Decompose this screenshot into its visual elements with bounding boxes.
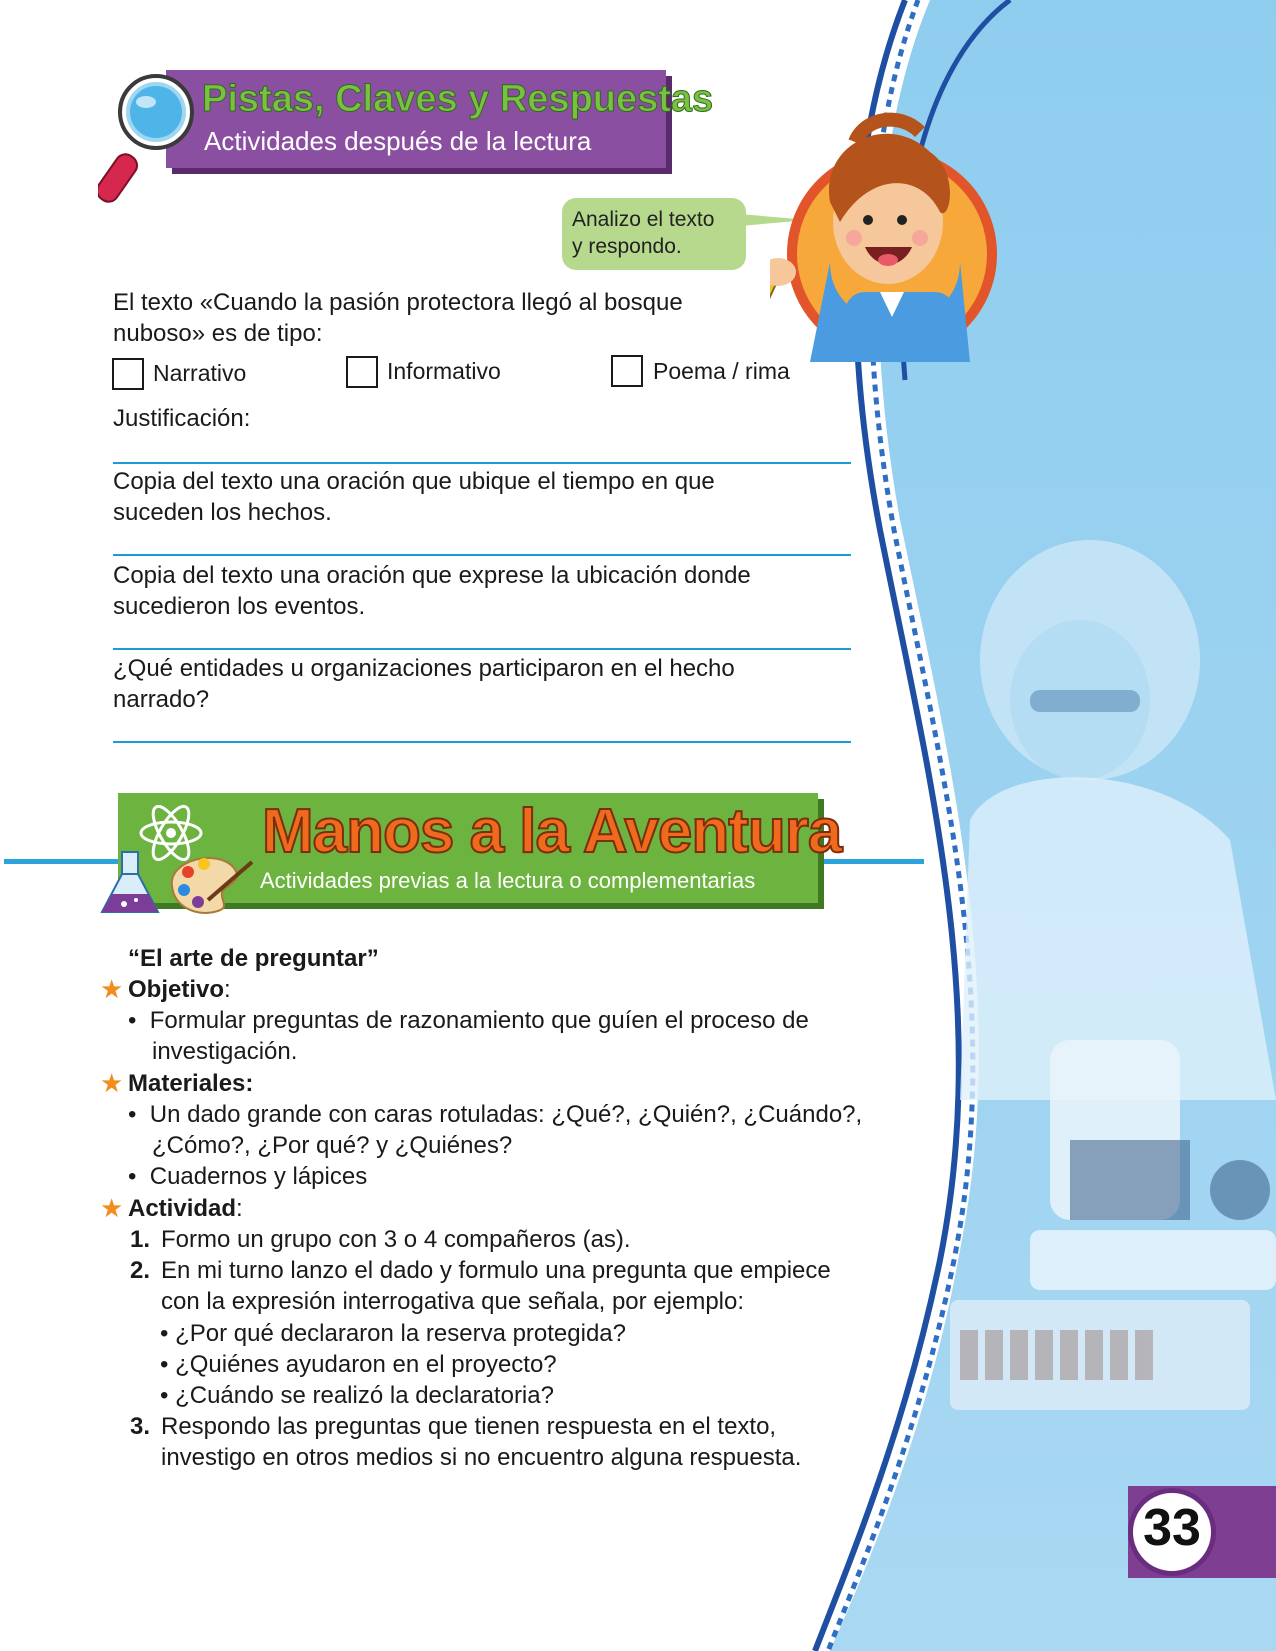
materials-item: • Cuadernos y lápices: [128, 1163, 368, 1190]
step-text-continued: con la expresión interrogativa que señala, por ejemplo:: [161, 1288, 745, 1315]
section-subtitle-manos: Actividades previas a la lectura o complementarias: [260, 868, 756, 893]
flask-icon: [98, 850, 162, 918]
objective-item: • Formular preguntas de razonamiento que guíen el proceso de: [128, 1007, 809, 1034]
option-label-informativo: Informativo: [387, 358, 501, 384]
answer-line-entities[interactable]: [113, 741, 851, 743]
question-text-time: Copia del texto una oración que ubique el tiempo en que suceden los hechos.: [113, 468, 715, 526]
answer-line-time[interactable]: [113, 554, 851, 556]
example-question: • ¿Quiénes ayudaron en el proyecto?: [160, 1351, 557, 1378]
star-icon: ★: [100, 1068, 124, 1098]
step-text: Formo un grupo con 3 o 4 compañeros (as).: [161, 1226, 631, 1253]
section-title-pistas: Pistas, Claves y Respuestas: [202, 78, 714, 120]
checkbox-narrativo[interactable]: [112, 358, 144, 390]
answer-line-justification[interactable]: [113, 462, 851, 464]
objective-item-continued: investigación.: [152, 1038, 298, 1065]
question-text-entities: ¿Qué entidades u organizaciones participaron en el hecho narrado?: [113, 655, 735, 713]
paint-palette-icon: [164, 846, 254, 916]
section-subtitle-pistas: Actividades después de la lectura: [204, 126, 592, 156]
step-text: En mi turno lanzo el dado y formulo una pregunta que empiece: [161, 1257, 831, 1284]
example-question: • ¿Por qué declararon la reserva protegida?: [160, 1320, 627, 1347]
activity-heading: Actividad:: [128, 1195, 243, 1222]
question-text-location: Copia del texto una oración que exprese la ubicación donde sucedieron los eventos.: [113, 562, 751, 620]
star-icon: ★: [100, 974, 124, 1004]
section-title-manos: Manos a la Aventura: [262, 797, 842, 866]
step-number: 3.: [130, 1413, 151, 1440]
example-question: • ¿Cuándo se realizó la declaratoria?: [160, 1382, 554, 1409]
magnifying-glass-icon: [98, 68, 198, 208]
star-icon: ★: [100, 1193, 124, 1223]
step-number: 1.: [130, 1226, 151, 1253]
step-text-continued: investigo en otros medios si no encuentro alguna respuesta.: [161, 1444, 802, 1471]
step-text: Respondo las preguntas que tienen respuesta en el texto,: [161, 1413, 777, 1440]
checkbox-poema-rima[interactable]: [611, 355, 643, 387]
question-text-type: El texto «Cuando la pasión protectora llegó al bosque nuboso» es de tipo:: [113, 289, 683, 347]
materials-item-continued: ¿Cómo?, ¿Por qué? y ¿Quiénes?: [152, 1132, 513, 1159]
option-label-poema-rima: Poema / rima: [653, 358, 790, 384]
justification-label: Justificación:: [113, 405, 251, 432]
boy-character-icon: [770, 112, 1010, 362]
step-number: 2.: [130, 1257, 151, 1284]
objective-heading: Objetivo:: [128, 976, 231, 1003]
checkbox-informativo[interactable]: [346, 356, 378, 388]
materials-heading: Materiales:: [128, 1070, 254, 1097]
page-number: 33: [1143, 1499, 1201, 1557]
speech-bubble-text: Analizo el texto y respondo.: [572, 208, 715, 258]
answer-line-location[interactable]: [113, 648, 851, 650]
option-label-narrativo: Narrativo: [153, 360, 247, 386]
materials-item: • Un dado grande con caras rotuladas: ¿Qué?, ¿Quién?, ¿Cuándo?,: [128, 1101, 863, 1128]
activity-title: “El arte de preguntar”: [128, 945, 379, 972]
